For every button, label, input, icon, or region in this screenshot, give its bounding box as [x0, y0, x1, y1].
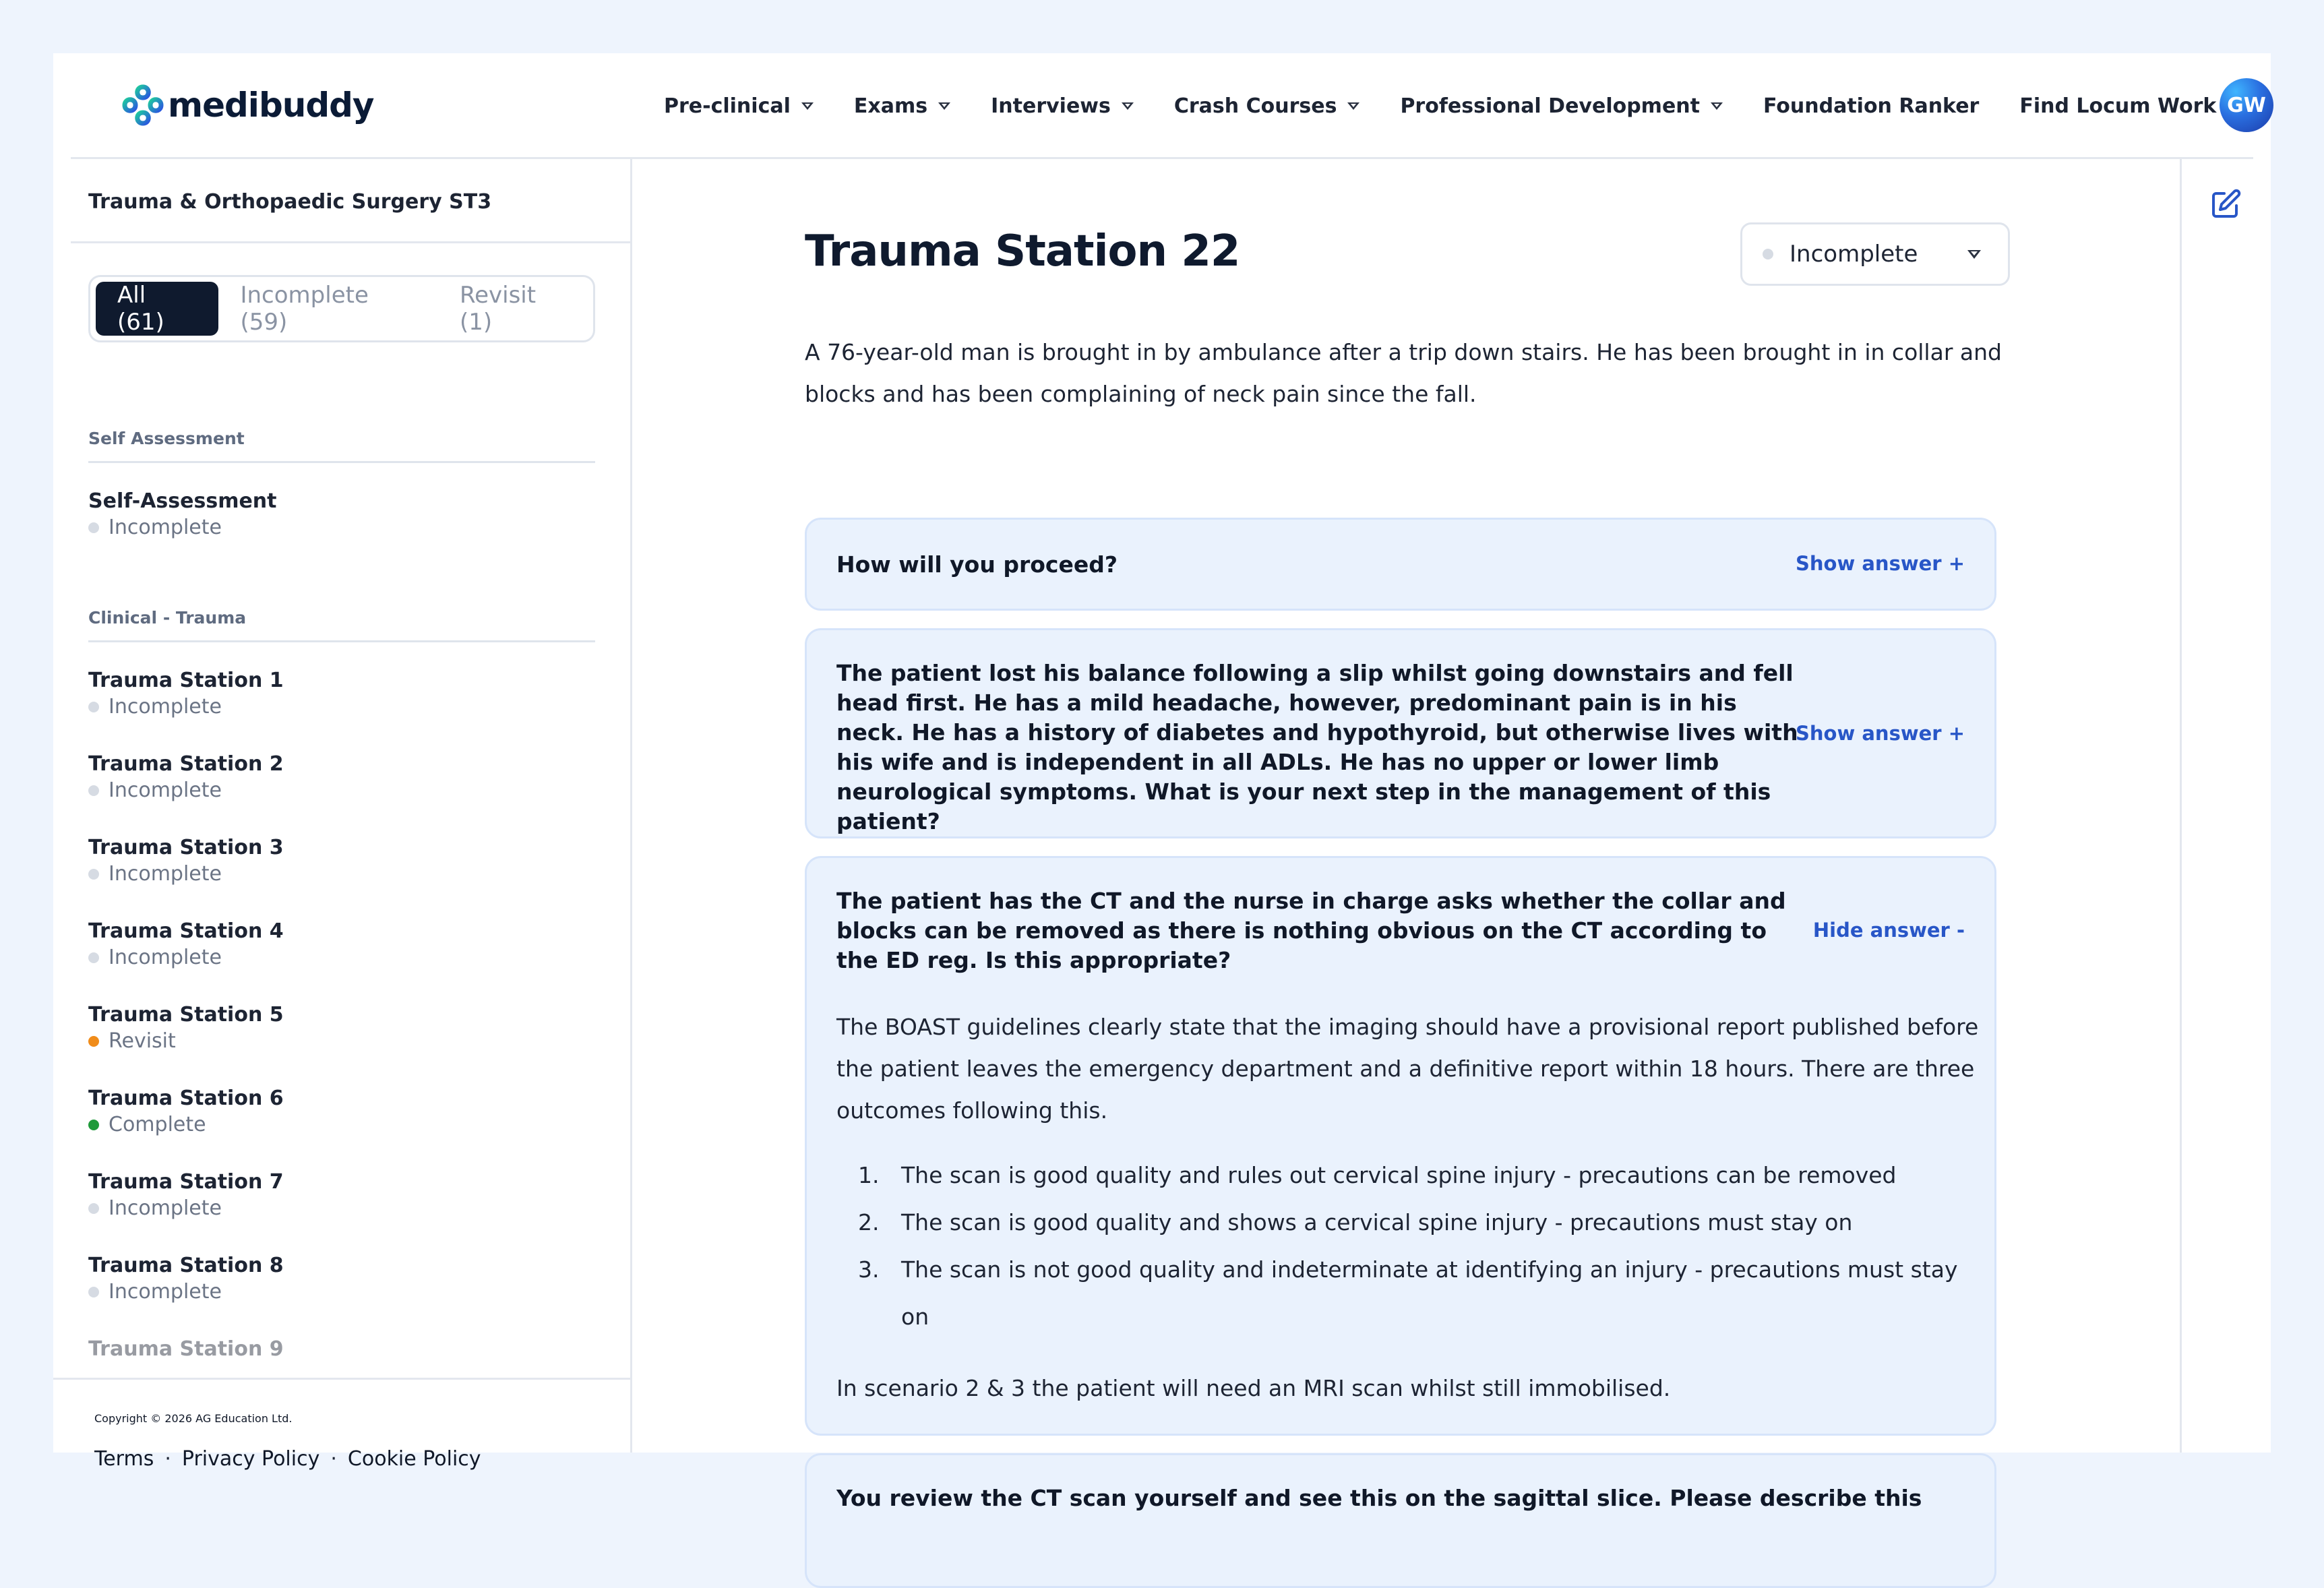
status-dot	[88, 869, 99, 880]
item-title: Trauma Station 4	[88, 919, 284, 943]
nav-crash-courses[interactable]	[1174, 94, 1360, 118]
item-title: Trauma Station 2	[88, 752, 284, 776]
status-badge	[88, 1113, 284, 1136]
nav-label: Pre-clinical	[664, 94, 791, 118]
list-item[interactable]	[88, 669, 284, 719]
list-item	[836, 1246, 1982, 1341]
list-text: The scan is not good quality and indeterminate at identifying an injury - precautions must stay on	[901, 1256, 1958, 1330]
section-label-self-assessment: Self Assessment	[88, 429, 245, 448]
medibuddy-logo-icon	[121, 83, 165, 127]
question-card	[805, 518, 1996, 611]
chevron-down-icon	[1347, 102, 1359, 110]
list-number: 3.	[858, 1256, 880, 1283]
status-text: Incomplete	[109, 695, 222, 719]
status-badge	[88, 1029, 284, 1053]
chevron-down-icon	[1967, 250, 1981, 259]
nav-exams[interactable]	[854, 94, 950, 118]
edit-note-icon[interactable]	[2209, 188, 2242, 220]
item-title: Trauma Station 5	[88, 1003, 284, 1027]
status-dot	[88, 522, 99, 533]
section-label-clinical-trauma: Clinical - Trauma	[88, 608, 247, 628]
question-card-expanded	[805, 856, 1996, 1436]
status-text: Incomplete	[109, 946, 222, 969]
status-badge	[88, 1280, 284, 1304]
divider	[71, 241, 632, 243]
status-dot	[88, 952, 99, 963]
question-card	[805, 1453, 1996, 1588]
nav-pre-clinical[interactable]	[664, 94, 814, 118]
show-answer-button[interactable]: Show answer +	[1796, 722, 1965, 745]
terms-link[interactable]: Terms	[94, 1447, 154, 1471]
status-dot	[88, 1203, 99, 1214]
nav-label: Interviews	[991, 94, 1111, 118]
status-select[interactable]	[1740, 222, 2010, 286]
question-text: The patient lost his balance following a slip whilst going downstairs and fell head first. He has a mild headache, however, predominant pain is in his neck. He has a history of diabetes and hypothyroid, but otherwise lives with his wife and is independent in all ADLs. He has no upper or lower limb neurological symptoms. What is your next step in the management of this patient?	[836, 660, 1798, 834]
status-dot	[88, 1287, 99, 1297]
status-text: Revisit	[109, 1029, 176, 1053]
separator: ·	[164, 1447, 171, 1471]
app-window	[53, 53, 2271, 1511]
item-title: Trauma Station 3	[88, 836, 284, 859]
chevron-down-icon	[1122, 102, 1134, 110]
question-text: You review the CT scan yourself and see this on the sagittal slice. Please describe this	[836, 1485, 1922, 1511]
question-text: How will you proceed?	[836, 551, 1118, 578]
nav-foundation-ranker[interactable]	[1763, 94, 1979, 118]
list-text: The scan is good quality and rules out cervical spine injury - precautions can be removed	[901, 1162, 1897, 1188]
show-answer-button[interactable]: Show answer +	[1796, 552, 1965, 575]
separator: ·	[330, 1447, 337, 1471]
list-number: 1.	[858, 1162, 880, 1188]
nav-label: Professional Development	[1400, 94, 1700, 118]
nav-label: Crash Courses	[1173, 94, 1337, 118]
status-text: Incomplete	[109, 516, 222, 539]
status-text: Incomplete	[109, 862, 222, 886]
list-item	[836, 1199, 1982, 1246]
chevron-down-icon	[938, 102, 950, 110]
item-title: Self-Assessment	[88, 489, 277, 513]
status-badge	[88, 695, 284, 719]
main-content[interactable]	[632, 159, 2180, 1511]
nav-interviews[interactable]	[991, 94, 1134, 118]
list-item[interactable]	[88, 1003, 284, 1053]
status-badge	[88, 1196, 284, 1220]
privacy-policy-link[interactable]: Privacy Policy	[181, 1447, 320, 1471]
top-header	[71, 53, 2266, 159]
filter-tab-all[interactable]: All (61)	[96, 282, 218, 336]
answer-body	[836, 1006, 1982, 1409]
status-dot	[1763, 249, 1773, 259]
cookie-policy-link[interactable]: Cookie Policy	[347, 1447, 481, 1471]
status-select-value: Incomplete	[1790, 241, 1918, 268]
footer-links	[94, 1447, 481, 1471]
status-text: Incomplete	[109, 778, 222, 802]
item-title: Trauma Station 7	[88, 1170, 284, 1194]
list-item[interactable]	[88, 919, 284, 969]
nav-find-locum-work[interactable]	[2019, 94, 2216, 118]
item-title: Trauma Station 6	[88, 1087, 284, 1110]
list-item[interactable]	[88, 836, 284, 886]
status-text: Complete	[109, 1113, 206, 1136]
course-title: Trauma & Orthopaedic Surgery ST3	[88, 190, 492, 214]
divider	[88, 640, 595, 642]
scenario-intro: A 76-year-old man is brought in by ambulance after a trip down stairs. He has been brought in in collar and blocks and has been complaining of neck pain since the fall.	[805, 339, 2002, 407]
brand-name: medibuddy	[168, 86, 374, 125]
list-text: The scan is good quality and shows a cervical spine injury - precautions must stay on	[901, 1209, 1853, 1235]
status-text: Incomplete	[109, 1280, 222, 1304]
sidebar-footer	[53, 1378, 630, 1471]
nav-label: Exams	[853, 94, 928, 118]
list-item[interactable]	[88, 1254, 284, 1304]
brand-logo[interactable]	[121, 83, 374, 127]
list-item[interactable]	[88, 1337, 284, 1361]
status-badge	[88, 862, 284, 886]
list-item[interactable]	[88, 1170, 284, 1220]
item-title: Trauma Station 9	[88, 1337, 284, 1361]
nav-label: Foundation Ranker	[1763, 94, 1980, 118]
copyright-text: Copyright © 2026 AG Education Ltd.	[94, 1412, 293, 1425]
status-text: Incomplete	[109, 1196, 222, 1220]
answer-paragraph: The BOAST guidelines clearly state that the imaging should have a provisional report published before the patient leaves the emergency department and a definitive report within 18 hours. There are three outcomes following this.	[836, 1014, 1979, 1124]
main-nav	[664, 53, 2257, 159]
answer-list	[836, 1152, 1982, 1341]
status-badge	[88, 778, 284, 802]
avatar[interactable]: GW	[2220, 78, 2273, 132]
item-title: Trauma Station 8	[88, 1254, 284, 1277]
station-list[interactable]	[53, 355, 630, 1361]
divider	[88, 461, 595, 463]
filter-tabs	[88, 275, 595, 342]
chevron-down-icon	[1711, 102, 1723, 110]
right-rail-divider	[2180, 159, 2182, 1453]
filter-tab-incomplete[interactable]: Incomplete (59)	[240, 282, 369, 336]
filter-tab-revisit[interactable]: Revisit (1)	[459, 282, 537, 336]
answer-paragraph: In scenario 2 & 3 the patient will need an MRI scan whilst still immobilised.	[836, 1375, 1671, 1401]
status-dot	[88, 1036, 99, 1047]
status-badge	[88, 946, 284, 969]
list-item[interactable]	[88, 489, 277, 539]
list-item[interactable]	[88, 1087, 284, 1136]
item-title: Trauma Station 1	[88, 669, 284, 692]
status-dot	[88, 1120, 99, 1130]
status-dot	[88, 785, 99, 796]
nav-label: Find Locum Work	[2019, 94, 2217, 118]
nav-professional-development[interactable]	[1400, 94, 1723, 118]
page-title: Trauma Station 22	[805, 226, 1240, 276]
status-dot	[88, 702, 99, 712]
question-card	[805, 628, 1996, 838]
sidebar	[53, 159, 632, 1471]
list-number: 2.	[858, 1209, 880, 1235]
list-item[interactable]	[88, 752, 284, 802]
list-item	[836, 1152, 1982, 1199]
status-badge	[88, 516, 277, 539]
chevron-down-icon	[801, 102, 814, 110]
question-text: The patient has the CT and the nurse in charge asks whether the collar and blocks can be removed as there is nothing obvious on the CT according to the ED reg. Is this appropriate?	[836, 888, 1786, 973]
hide-answer-button[interactable]: Hide answer -	[1812, 919, 1965, 942]
